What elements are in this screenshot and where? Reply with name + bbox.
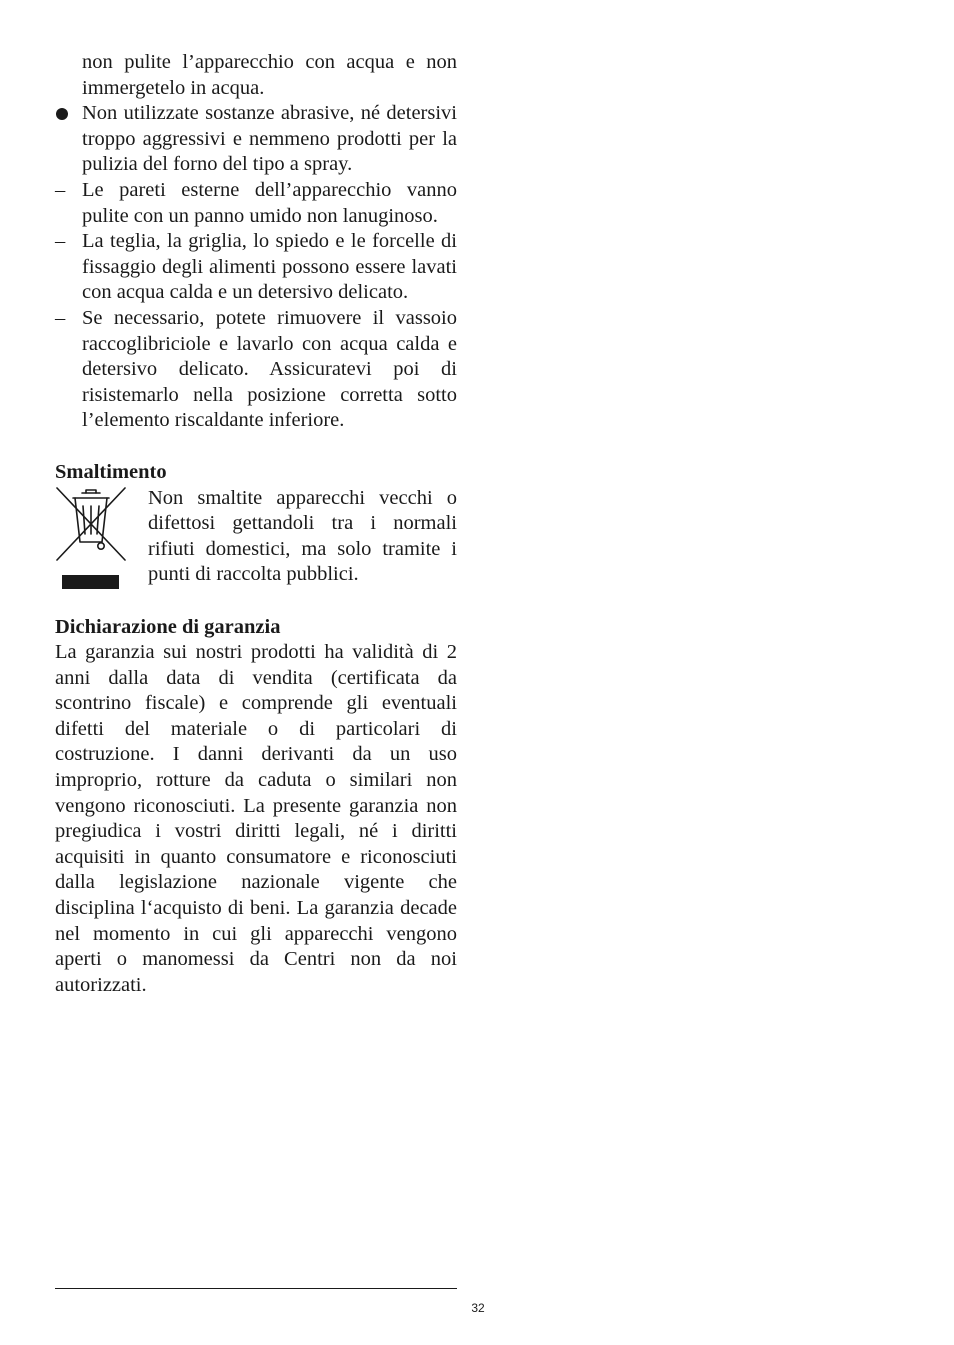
footer-rule (55, 1288, 457, 1289)
section-gap (55, 589, 457, 615)
list-item (55, 229, 457, 306)
disposal-section (55, 486, 457, 589)
warranty-heading: Dichiarazione di garanzia (55, 615, 281, 638)
dash-marker: – (55, 306, 66, 329)
list-item (55, 178, 457, 229)
list-item (55, 306, 457, 434)
text-column (55, 50, 457, 998)
disposal-text: Non smaltite apparecchi vecchi o difettosi gettandoli tra i normali rifiuti domestici, ma solo tramite i punti di raccolta pubblici. (148, 486, 457, 586)
continuation-paragraph: non pulite l’apparecchio con acqua e non immergetelo in acqua. (82, 51, 457, 99)
dash-marker: – (55, 230, 66, 253)
disposal-heading: Smaltimento (55, 460, 167, 483)
warranty-text: La garanzia sui nostri prodotti ha validità di 2 anni dalla data di vendita (certificata da scontrino fiscale) e comprende gli eventuali difetti del materiale o di particolari di costruzione. I danni derivanti da un uso improprio, rotture da caduta o similari non vengono riconosciuti. La presente garanzia non pregiudica i vostri diritti legali, né i diritti acquisiti in quanto consumatore e riconosciuti dalla legislazione nazionale vigente che disciplina l‘acquisto di beni. La garanzia decade nel momento in cui gli apparecchi vengono aperti o manomessi da Centri non da noi autorizzati. (55, 641, 457, 996)
page-number: 32 (471, 1301, 485, 1315)
bullet-icon (56, 108, 68, 120)
list-item-text: Se necessario, potete rimuovere il vassoio raccoglibriciole e lavarlo con acqua calda e detersivo delicato. Assicuratevi poi di risistemarlo nella posizione corretta sotto l’elemento riscaldante inferiore. (82, 306, 457, 432)
list-item-text: La teglia, la griglia, lo spiedo e le forcelle di fissaggio degli alimenti possono essere lavati con acqua calda e un detersivo delicato. (82, 230, 457, 304)
section-gap (55, 434, 457, 460)
crossed-out-wheelie-bin-icon (55, 486, 127, 589)
dash-marker: – (55, 178, 66, 201)
list-item-text: Non utilizzate sostanze abrasive, né detersivi troppo aggressivi e nemmeno prodotti per la pulizia del forno del tipo a spray. (82, 102, 457, 176)
list-item-text: Le pareti esterne dell’apparecchio vanno pulite con un panno umido non lanuginoso. (82, 178, 457, 227)
list-item (55, 101, 457, 178)
cleaning-list (55, 101, 457, 434)
